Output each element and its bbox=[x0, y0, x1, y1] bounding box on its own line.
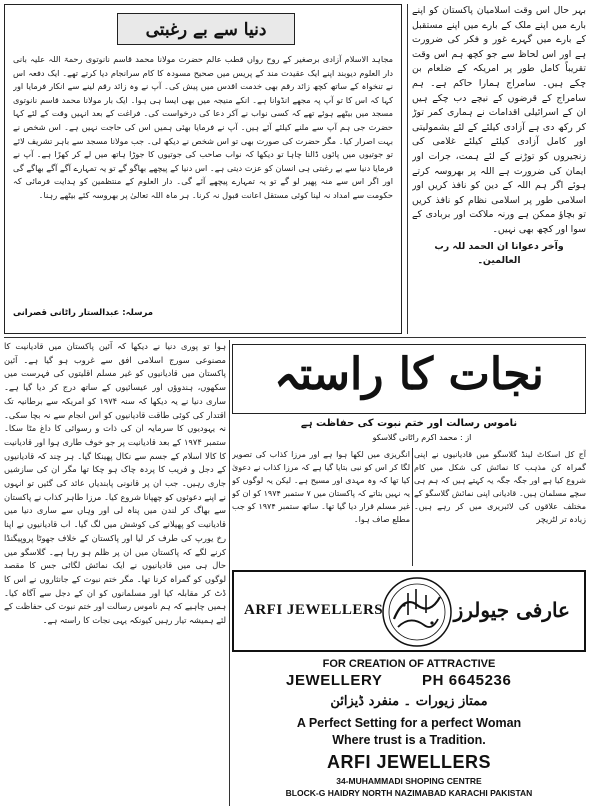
ad-slogan-perfect: A Perfect Setting for a perfect Woman bbox=[296, 716, 522, 730]
ad-phone: PH 6645236 bbox=[422, 672, 512, 689]
jewellers-advertisement bbox=[232, 570, 586, 806]
column-divider bbox=[229, 340, 230, 806]
ad-address-line1: 34-MUHAMMADI SHOPING CENTRE bbox=[336, 776, 482, 786]
ad-address-line2: BLOCK-G HAIDRY NORTH NAZIMABAD KARACHI PAKISTAN bbox=[285, 788, 533, 798]
right-top-column bbox=[412, 4, 586, 334]
middle-column-a: انگریزی میں لکھا ہوا ہے اور مرزا کذاب کی تصویر لگا کر اس کو نبی بتایا گیا ہے کہ مرزا کذاب نے دعویٰ کیا تھا کہ وہ مہدی اور مسیح ہے۔ لیکن یہ لوگوں کو یہ نہیں بتاتے کہ پاکستان میں ۷ ستمبر ۱۹۷۴ کو ان کو غیر مسلم قرار دیا گیا تھا۔ ساتھ ستمبر ۱۹۷۴ کو جب مطلع صاف ہوا۔ bbox=[232, 450, 410, 524]
ad-name-large: ARFI JEWELLERS bbox=[326, 752, 491, 772]
article-box-body: مجاہد الاسلام آزادی برصغیر کے روح رواں قطب عالم حضرت مولانا محمد قاسم نانوتوی رحمۃ اللہ علیہ بانی دار العلوم دیوبند اپنے ایک عقیدت مند کے پریس میں صحیح مسودہ کا کام سرانجام دیا کرتے تھے۔ ایک دفعہ اس نے تنخواہ کے ساتھ کچھ زائد رقم بھی خدمت اقدس میں پیش کی۔ آپ نے وہ زائد رقم لینے سے انکار فرمایا اور کہا کہ اس کا تو آپ پہ مجھے انڈوانا ہے۔ انکے منیجہ میں بھی ایسا ہی ہوا۔ ایک بار مولانا محمد قاسم نانوتوی مسجد میں بیٹھے ہوئے تھے کہ کسی نواب نے آکر دعا کی درخواست کی۔ فراغت کے بعد انہیں وقت کے لئے کہا حضرت جی ہم آپ سے ملنے کیلئے آئے ہیں۔ آپ نے فرمایا بھئی ہمیں اس کی حاجت نہیں ہے۔ اس شخص نے بہت اصرار کیا۔ مگر حضرت کی صورت بھی تو اس شخص نے دیکھ لی۔ جب مولانا مسجد سے باہر تشریف لائے تو جوتیوں میں پائوں ڈالنا چاہا تو دیکھا کہ نواب صاحب کی جوتیوں کا جوڑا ہاتھ میں لے کر کھڑا ہے۔ آپ نے فرمایا دنیا سے بے رغبتی ہی انسان کو عزت دیتی ہے۔ اس دنیا کے پیچھے بھاگو گے تو یہ تمہارے آگے آگے بھاگے گی اور اگر اس سے منہ پھیر لو گے تو یہ تمہارے پیچھے آئے گی۔ دار العلوم کے منتظمین کو ہدایت فرمائی کہ حکومت سے امداد نہ لینا کوئی مستقل اعانت قبول نہ کرنا۔ ہر ماہ اللہ تعالیٰ پر بھروسہ کئے بیٹھے رہنا۔ bbox=[13, 54, 393, 200]
section-divider bbox=[4, 337, 586, 338]
headline-author: از : محمد اکرم راٹانی گلاسکو bbox=[372, 433, 472, 442]
ad-name-english: ARFI JEWELLERS bbox=[244, 602, 384, 618]
ad-tagline: FOR CREATION OF ATTRACTIVE bbox=[322, 658, 496, 670]
article-box-credit: مرسلہ: عبدالستار راٹانی قصرانی bbox=[13, 308, 154, 318]
ad-jewellery-label: JEWELLERY bbox=[286, 672, 383, 689]
ad-urdu-tagline: ممتاز زیورات ۔ منفرد ڈیزائن bbox=[330, 694, 488, 709]
ad-slogan-trust: Where trust is a Tradition. bbox=[332, 733, 486, 747]
headline-title: نجات کا راستہ bbox=[274, 349, 544, 400]
article-box-title-frame bbox=[117, 13, 295, 45]
ad-header-box bbox=[232, 570, 586, 652]
column-divider bbox=[412, 448, 413, 566]
ad-name-urdu: عارفی جیولرز bbox=[453, 598, 570, 622]
calligraphy-emblem-icon bbox=[380, 575, 454, 649]
left-column: ہوا تو پوری دنیا نے دیکھا کہ آئین پاکستان میں قادیانیت کا مصنوعی سورج اسلامی افق سے غروب ہو گیا ہے۔ آئین پاکستان میں قادیانیوں کو غیر مسلم اقلیتوں کی فہرست میں سکھوں، ہندوؤں اور عیسائیوں کے ساتھ درج کر دیا گیا ہے۔ ساری دنیا نے یہ دیکھا کہ سنہ ۱۹۷۴ کو امریکہ سے برطانیہ تک اقتدار کی کوئی طاقت قادیانیوں کو اس انجام سے نہ بچا سکی۔ نہ یہودیوں کا سرمایہ ان کی ذات و رسوائی کا داغ مٹا سکا۔ ستمبر ۱۹۷۴ کے بعد قادیانیت پر جو خوف طاری ہوا اور قادیانیت کا کالا اسلام کے جسم سے نکال پھینکا گیا۔ ہر چند کہ قادیانیوں کے دجل و فریب کا پردہ چاک ہو چکا تھا مگر ان کی سازشیں جاری رہیں۔ جب ان پر قانونی پابندیاں عائد کی گئیں تو انہوں نے اپنے دعوئوں کو چھپانا شروع کیا۔ مرزا طاہر کذاب نے پاکستان سے بھاگ کر لندن میں پناہ لی اور وہاں سے ساری دنیا میں قادیانیت کو پھیلانے کی کوشش میں لگ گیا۔ اب قادیانیوں نے اپنا رخ یورپ کی طرف کر لیا اور پاکستان کے خلاف جھوٹا پروپیگنڈا کرنے لگے کہ پاکستان میں ان پر ظلم ہو رہا ہے۔ گلاسگو میں حال ہی میں قادیانیوں نے ایک نمائش لگائی جس کا مقصد لوگوں کو گمراہ کرنا تھا۔ مگر ختم نبوت کے جانثاروں نے اس کا ڈٹ کر مقابلہ کیا اور مسلمانوں کو ان کے دجل سے آگاہ کیا۔ ہمیں چاہیے کہ ہم ناموس رسالت اور ختم نبوت کی حفاظت کے لئے ہمیشہ تیار رہیں کیونکہ یہی نجات کا راستہ ہے۔ bbox=[4, 341, 226, 626]
article-box-world-detachment bbox=[4, 4, 402, 334]
right-top-column-closing: وآخر دعوانا ان الحمد للہ رب العالمین۔ bbox=[434, 240, 564, 267]
column-divider bbox=[407, 4, 408, 334]
article-box-title: دنیا سے بے رغبتی bbox=[145, 19, 267, 40]
right-top-column-body: بہر حال اس وقت اسلامیان پاکستان کو اپنے بارے میں اپنے ملک کے بارے میں اپنے مستقبل کے بارے میں گہرے غور و فکر کی ضرورت ہے اور اس لحاظ سے جو کچھ ہم اس وقت تقریباً کامل طور پر امریکہ کے ضلعام بن چکے ہیں۔ سامراج ہمارا حاکم ہے۔ ہم سامراج کے قرضوں کے نیچے دب چکے ہیں ان کے اسرائیلی اقدامات نے ہماری کمر توڑ کر رکھ دی ہے آزادی کیلئے کے لئے بشمولیتی اور کامل آزادی کیلئے کیلئے غلامی کی زنجیروں کو توڑنے کے لئے ہمت، جرات اور ایمان کی ضرورت ہے اللہ پر بھروسہ کرتے ہوئے اگر ہم اللہ کے دین کو نافذ کریں اور اسلامی طور پر اسلامی نظام کو نافذ کریں تو بچاؤ ممکن ہے ورنہ ملاکت اور بربادی کے سوا اور کچھ بھی نہیں۔ bbox=[412, 5, 586, 235]
headline-banner bbox=[232, 340, 586, 444]
headline-subtitle: ناموس رسالت اور ختم نبوت کی حفاظت ہے bbox=[300, 418, 518, 429]
middle-column-b: آج کل اسکاٹ لینڈ گلاسگو میں قادیانیوں نے اپنی گمراہ کن مذہب کا نمائش کی شکل میں کام شروع کیا ہے اور جگہ جگہ یہ کہتے ہیں کہ ہم ہی سچے مسلمان ہیں۔ قادیانی اپنی نمائش گلاسگو کے مختلف علاقوں کی لائبریری میں کر رہے ہیں۔ زیادہ تر لٹریچر bbox=[414, 450, 586, 524]
